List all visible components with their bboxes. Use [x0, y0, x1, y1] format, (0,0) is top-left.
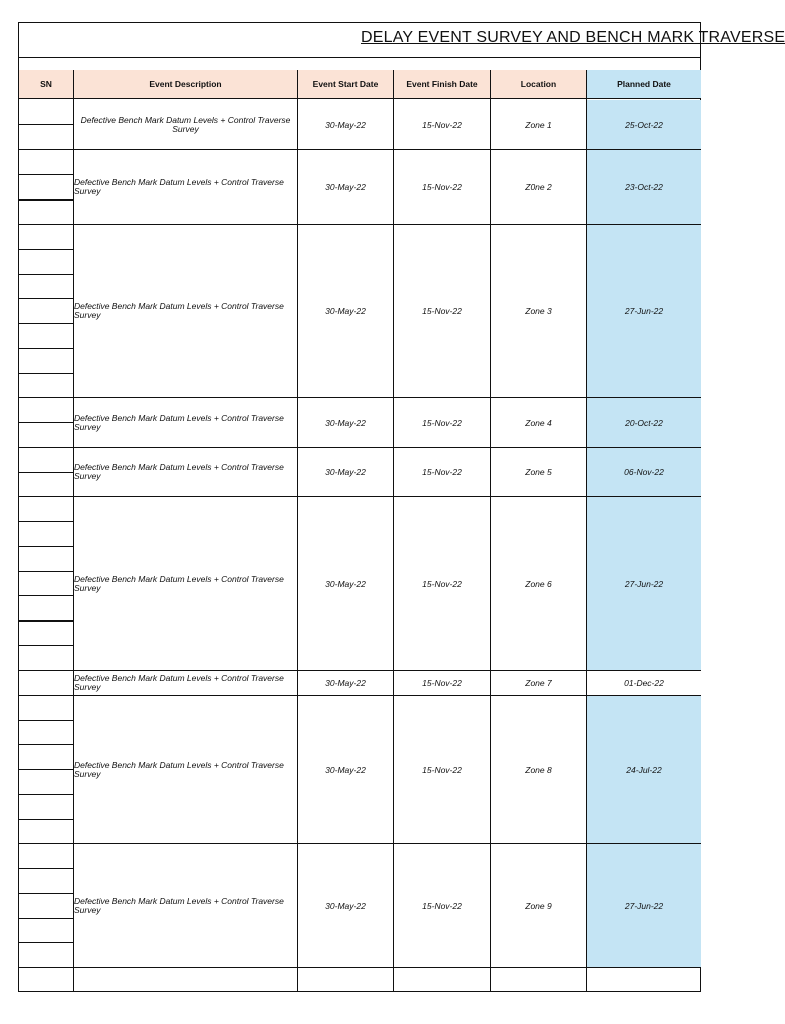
row-2-location[interactable]: Z0ne 2 [525, 182, 552, 192]
blank-row [19, 57, 700, 71]
sn-subrow-line [19, 571, 73, 572]
row-3-location[interactable]: Zone 3 [525, 306, 552, 316]
row-8-location[interactable]: Zone 8 [525, 764, 552, 775]
row-1-finish-date[interactable]: 15-Nov-22 [422, 119, 462, 130]
row-6-planned-date[interactable]: 27-Jun-22 [624, 578, 664, 589]
row-2-finish-date[interactable]: 15-Nov-22 [422, 182, 462, 192]
row-8-planned-date[interactable]: 24-Jul-22 [626, 764, 662, 775]
row-4-description[interactable]: Defective Bench Mark Datum Levels + Control Traverse Survey [74, 412, 284, 432]
header-location-label: Location [520, 79, 557, 89]
row-5-start-date[interactable]: 30-May-22 [325, 467, 366, 477]
sn-subrow-line [19, 472, 73, 473]
header-event-finish-date-label: Event Finish Date [406, 79, 478, 89]
row-5-finish-date[interactable]: 15-Nov-22 [422, 467, 462, 477]
sn-subrow-line [19, 620, 73, 622]
row-4-start-date[interactable]: 30-May-22 [325, 417, 366, 428]
header-sn[interactable] [19, 70, 74, 99]
sn-subrow-line [19, 323, 73, 324]
row-9-finish-date[interactable]: 15-Nov-22 [422, 900, 462, 911]
row-1-location[interactable]: Zone 1 [525, 119, 552, 130]
header-event-start-date[interactable] [298, 70, 394, 99]
row-1-description[interactable]: Defective Bench Mark Datum Levels + Control Traverse Survey [80, 114, 291, 134]
sn-subrow-line [19, 918, 73, 919]
row-5-planned-date[interactable]: 06-Nov-22 [624, 467, 664, 477]
row-divider [19, 967, 701, 968]
row-3-start-date[interactable]: 30-May-22 [325, 306, 366, 316]
sn-subrow-line [19, 893, 73, 894]
title-row [19, 23, 785, 58]
row-4-planned-date[interactable]: 20-Oct-22 [625, 417, 663, 428]
row-6-description[interactable]: Defective Bench Mark Datum Levels + Control Traverse Survey [74, 573, 284, 593]
row-4-location[interactable]: Zone 4 [525, 417, 552, 428]
header-event-finish-date[interactable] [394, 70, 491, 99]
row-6-start-date[interactable]: 30-May-22 [325, 578, 366, 589]
sn-subrow-line [19, 174, 73, 175]
row-1-start-date[interactable]: 30-May-22 [325, 119, 366, 130]
row-5-location[interactable]: Zone 5 [525, 467, 552, 477]
sn-subrow-line [19, 769, 73, 770]
sn-subrow-line [19, 645, 73, 646]
sn-subrow-line [19, 546, 73, 547]
row-7-location[interactable]: Zone 7 [525, 678, 552, 688]
row-9-location[interactable]: Zone 9 [525, 900, 552, 911]
sn-subrow-line [19, 298, 73, 299]
row-6-finish-date[interactable]: 15-Nov-22 [422, 578, 462, 589]
sn-subrow-line [19, 595, 73, 596]
sn-subrow-line [19, 521, 73, 522]
row-9-planned-date[interactable]: 27-Jun-22 [624, 900, 664, 911]
row-8-description[interactable]: Defective Bench Mark Datum Levels + Control Traverse Survey [74, 759, 284, 779]
sheet-title: DELAY EVENT SURVEY AND BENCH MARK TRAVERSE [361, 29, 785, 46]
row-3-description[interactable]: Defective Bench Mark Datum Levels + Control Traverse Survey [74, 301, 284, 320]
sn-subrow-line [19, 744, 73, 745]
sn-subrow-line [19, 249, 73, 250]
spreadsheet-sheet [18, 22, 785, 992]
sn-subrow-line [19, 373, 73, 374]
sn-subrow-line [19, 868, 73, 869]
row-6-location[interactable]: Zone 6 [525, 578, 552, 589]
row-7-finish-date[interactable]: 15-Nov-22 [422, 678, 462, 688]
row-3-planned-date[interactable]: 27-Jun-22 [624, 306, 664, 316]
header-sn-label: SN [40, 79, 52, 89]
row-2-start-date[interactable]: 30-May-22 [325, 182, 366, 192]
sn-subrow-line [19, 274, 73, 275]
row-8-start-date[interactable]: 30-May-22 [325, 764, 366, 775]
header-location[interactable] [491, 70, 587, 99]
sn-subrow-line [19, 199, 73, 201]
row-5-description[interactable]: Defective Bench Mark Datum Levels + Control Traverse Survey [74, 462, 284, 481]
row-4-finish-date[interactable]: 15-Nov-22 [422, 417, 462, 428]
row-2-description[interactable]: Defective Bench Mark Datum Levels + Control Traverse Survey [74, 177, 284, 196]
sn-subrow-line [19, 422, 73, 423]
row-7-planned-date[interactable]: 01-Dec-22 [624, 678, 664, 688]
header-event-description[interactable] [74, 70, 298, 99]
row-3-finish-date[interactable]: 15-Nov-22 [422, 306, 462, 316]
header-event-description-label: Event Description [149, 79, 222, 89]
sn-subrow-line [19, 348, 73, 349]
row-9-start-date[interactable]: 30-May-22 [325, 900, 366, 911]
sn-subrow-line [19, 124, 73, 125]
sn-subrow-line [19, 720, 73, 721]
header-planned-date-label: Planned Date [617, 79, 671, 89]
row-7-start-date[interactable]: 30-May-22 [325, 678, 366, 688]
sn-subrow-line [19, 819, 73, 820]
header-planned-date[interactable] [587, 70, 701, 99]
row-2-planned-date[interactable]: 23-Oct-22 [625, 182, 663, 192]
sn-subrow-line [19, 794, 73, 795]
row-1-planned-date[interactable]: 25-Oct-22 [625, 119, 663, 130]
header-event-start-date-label: Event Start Date [312, 79, 379, 89]
row-8-finish-date[interactable]: 15-Nov-22 [422, 764, 462, 775]
row-9-description[interactable]: Defective Bench Mark Datum Levels + Control Traverse Survey [74, 895, 284, 915]
sn-subrow-line [19, 942, 73, 943]
row-7-description[interactable]: Defective Bench Mark Datum Levels + Control Traverse Survey [74, 673, 284, 692]
